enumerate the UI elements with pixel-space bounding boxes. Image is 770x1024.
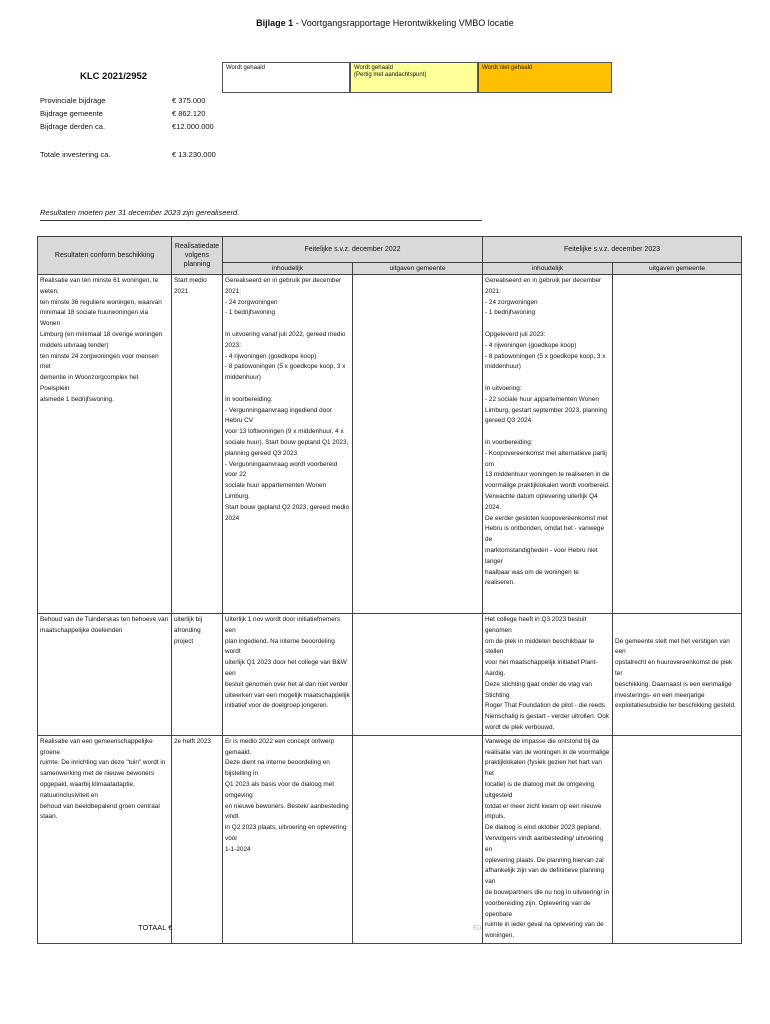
row-expenses-2022-green-space [353, 735, 483, 943]
total-value: €0 [473, 923, 482, 932]
row-content-2022-tuinderskas: Uiterlijk 1 nov wordt door initiatiefnemers een plan ingediend. Na interne beoordeling wordt uiterlijk Q1 2023 door het college van B&W een besluit genomen over het al dan niet verder uitwerken van een mogelijk maatschappelijk initiatief voor de doelgroep jongeren. [223, 614, 353, 736]
project-code: KLC 2021/2952 [80, 71, 148, 82]
header-facts-2023: Feitelijke s.v.z. december 2023 [483, 237, 742, 263]
finance-value-third-party: €12.000.000 [172, 122, 214, 131]
row-result-tuinderskas: Behoud van de Tuinderskas ten behoeve van maatschappelijke doeleinden [38, 614, 172, 736]
header-facts-2022: Feitelijke s.v.z. december 2022 [223, 237, 483, 263]
document-title-rest: - Voortgangsrapportage Herontwikkeling VMBO locatie [293, 18, 514, 28]
row-expenses-2022-tuinderskas [353, 614, 483, 736]
row-date-housing: Start medio 2021 [172, 275, 223, 614]
row-result-housing: Realisatie van ten minste 61 woningen, te weten: ten minste 36 reguliere woningen, waarvan minimaal 18 sociale huurwoningen via Wonen Limburg (en minimaal 18 overige woningen middels uitvraag tender) ten minste 24 zorgwoningen voor mensen met dementie in Woonzorgcomplex het Poelsplein alsmede 1 bedrijfswoning. [38, 275, 172, 614]
row-result-green-space: Realisatie van een gemeenschappelijke groene ruimte. De inrichting van deze "tuin" wordt in samenwerking met de nieuwe bewoners opgepakt, waarbij klimaatadaptie, natuurinclusiviteit en behoud van beeldbepalend groen centraal staan. [38, 735, 172, 943]
row-content-2022-green-space: Er is medio 2022 een concept ontwerp gemaakt. Deze dient na interne beoordeling en bijstelling in Q1 2023 als basis voor de dialoog met omgeving en nieuwe bewoners. Bestek/ aanbesteding vindt in Q2 2023 plaats, uitvoering en oplevering vóór 1-1-2024 [223, 735, 353, 943]
legend-on-track [222, 62, 350, 93]
header-content-2023: inhoudelijk [483, 263, 613, 275]
table-row [38, 735, 742, 943]
row-expenses-2023-green-space [613, 735, 742, 943]
row-content-2022-housing: Gerealiseerd en in gebruik per december 2021: - 24 zorgwoningen - 1 bedrijfswoning In uitvoering vanaf juli 2022, gereed medio 2023: - 4 rijwoningen (goedkope koop) - 8 patiowoningen (5 x goedkope koop, 3 x middenhuur) In voorbereiding: - Vergunningaanvraag ingediend door Hebru CV voor 13 loftwoningen (9 x middenhuur, 4 x sociale huur). Start bouw gepland Q1 2023, planning gereed Q3 2023 - Vergunningaanvraag wordt voorbereid voor 22 sociale huur appartementen Wonen Limburg. Start bouw gepland Q2 2023, gereed medio 2024 [223, 275, 353, 614]
table-row [38, 614, 742, 736]
row-content-2023-housing: Gerealiseerd en in gebruik per december 2021: - 24 zorgwoningen - 1 bedrijfswoning Opgeleverd juli 2023: - 4 rijwoningen (goedkope koop) - 8 patiowoningen (5 x goedkope koop, 3 x middenhuur) In uitvoering: - 22 sociale huur appartementen Wonen Limburg, gestart september 2023, planning gereed Q3 2024 In voorbereiding: - Koopovereenkomst met alternatieve partij om 13 middenhuur woningen te realiseren in de voormalige praktijklokalen wordt voorbereid. Verwachte datum oplevering uiterlijk Q4 2024. De eerder gesloten koopovereenkomst met Hebru is ontbonden, omdat het - vanwege de marktomstandigheden - voor Hebru niet langer haalbaar was om de woningen te realiseren. [483, 275, 613, 614]
legend-not-met-label: Wordt niet gehaald [482, 65, 533, 71]
header-expenses-2022: uitgaven gemeente [353, 263, 483, 275]
results-deadline-note: Resultaten moeten per 31 december 2023 zijn gerealiseerd. [40, 208, 240, 217]
legend-on-track-label: Wordt gehaald [226, 65, 265, 71]
legend-attention [350, 62, 478, 93]
row-content-2023-green-space: Vanwege de impasse die ontstond bij de realisatie van de woningen in de voormalige praktijklokalen (fysiek gezien het hart van het locatie) is de dialoog met de omgeving uitgesteld totdat er meer zicht kwam op een nieuwe impuls. De dialoog is eind oktober 2023 gepland. Vervolgens vindt aanbesteding/ uitvoering en oplevering plaats. De planning hiervan zal afhankelijk zijn van de definitieve planning van de bouwpartners die nu nog in uitvoering/ in voorbereiding zijn. Oplevering van de openbare ruimte in ieder geval na oplevering van de woningen. [483, 735, 613, 943]
row-expenses-2022-housing [353, 275, 483, 614]
legend-not-met [478, 62, 612, 93]
header-results: Resultaten conform beschikking [38, 237, 172, 275]
row-expenses-2023-tuinderskas: De gemeente stelt met het verstigen van een opstalrecht en huurovereenkomst de plek ter beschikking. Daarnaast is een eenmalige investerings- en een meerjarige exploitatiesubsidie ter beschikking gesteld. [613, 614, 742, 736]
table-row [38, 275, 742, 614]
row-content-2023-tuinderskas: Het college heeft in Q3 2023 besluit genomen om de plek in middelen beschikbaar te stellen voor het maatschappelijk initiatief Plant-Aardig. Deze stichting gaat onder de vlag van Stichting Roger That Foundation de pilot - die reeds Nienschalig is gestart - verder uitrollen. Ook wordt de plek verbouwd. [483, 614, 613, 736]
finance-value-municipal: € 862.120 [172, 109, 206, 118]
document-title-bold: Bijlage 1 [256, 18, 294, 28]
header-expenses-2023: uitgaven gemeente [613, 263, 742, 275]
legend-attention-sublabel: (Pertig met aandachtspunt) [354, 72, 427, 78]
total-label: TOTAAL € [138, 923, 173, 932]
header-content-2022: inhoudelijk [223, 263, 353, 275]
document-title [0, 18, 770, 28]
finance-label-municipal: Bijdrage gemeente [40, 109, 103, 118]
results-note-underline [40, 220, 482, 221]
total-investment-value: € 13.230.000 [172, 150, 216, 159]
finance-label-third-party: Bijdrage derden ca. [40, 122, 106, 131]
header-realisation-date: Realisatiedate volgens planning [172, 237, 223, 275]
row-date-green-space: 2e helft 2023 [172, 735, 223, 943]
row-expenses-2023-housing [613, 275, 742, 614]
progress-table [37, 236, 742, 944]
finance-value-provincial: € 375.000 [172, 96, 206, 105]
legend-attention-label: Wordt gehaald [354, 65, 393, 71]
total-investment-label: Totale investering ca. [40, 150, 111, 159]
finance-label-provincial: Provinciale bijdrage [40, 96, 106, 105]
row-date-tuinderskas: uiterlijk bij afronding project [172, 614, 223, 736]
